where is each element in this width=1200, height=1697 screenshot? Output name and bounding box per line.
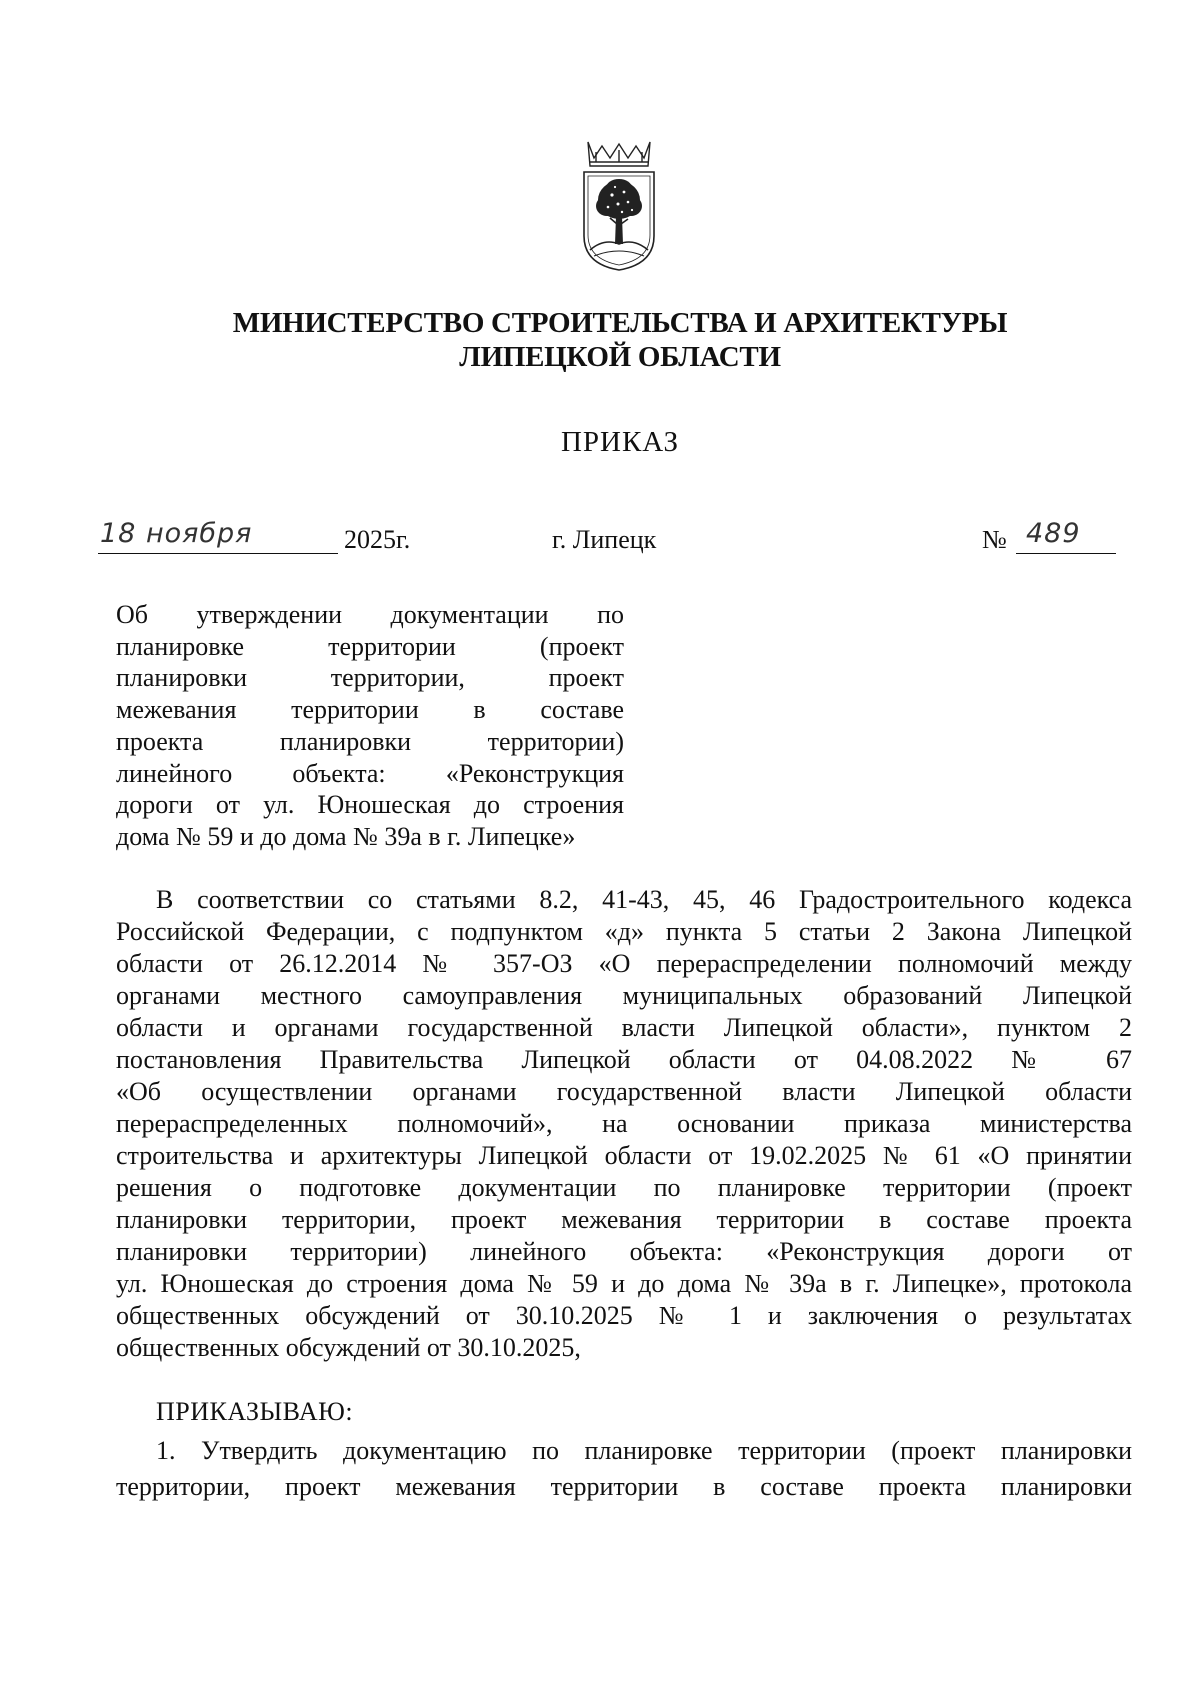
ministry-heading <box>0 306 1200 374</box>
number-underline <box>1016 553 1116 554</box>
item-line: 1. Утвердить документацию по планировке территории (проект планировки <box>156 1436 1132 1465</box>
order-preamble <box>116 884 1132 1364</box>
body-line: органами местного самоуправления муниципальных образований Липецкой <box>116 981 1132 1010</box>
ministry-line-2: ЛИПЕЦКОЙ ОБЛАСТИ <box>459 341 781 373</box>
body-line: строительства и архитектуры Липецкой области от 19.02.2025 № 61 «О принятии <box>116 1141 1132 1170</box>
subject-line: планировке территории (проект <box>116 631 624 661</box>
body-line: постановления Правительства Липецкой области от 04.08.2022 № 67 <box>116 1045 1132 1074</box>
body-line: общественных обсуждений от 30.10.2025, <box>116 1333 581 1362</box>
body-line: области от 26.12.2014 № 357-ОЗ «О перераспределении полномочий между <box>116 949 1132 978</box>
subject-line: проекта планировки территории) <box>116 726 624 756</box>
body-line: В соответствии со статьями 8.2, 41-43, 45, 46 Градостроительного кодекса <box>156 885 1132 914</box>
decree-item-1 <box>116 1433 1132 1505</box>
city-name: г. Липецк <box>552 525 657 554</box>
number-label: № <box>982 525 1007 554</box>
item-line: территории, проект межевания территории в составе проекта планировки <box>116 1472 1132 1501</box>
document-title: ПРИКАЗ <box>560 426 680 458</box>
subject-line: планировки территории, проект <box>116 663 624 693</box>
body-line: общественных обсуждений от 30.10.2025 № 1 и заключения о результатах <box>116 1301 1132 1330</box>
date-year: 2025г. <box>344 525 411 554</box>
body-line: «Об осуществлении органами государственной власти Липецкой области <box>116 1077 1132 1106</box>
body-line: планировки территории) линейного объекта: «Реконструкция дороги от <box>116 1237 1132 1266</box>
body-line: ул. Юношеская до строения дома № 59 и до дома № 39а в г. Липецке», протокола <box>116 1269 1132 1298</box>
lipetsk-coat-of-arms-icon <box>580 140 658 272</box>
subject-line: дома № 59 и до дома № 39а в г. Липецке» <box>116 821 576 851</box>
body-line: решения о подготовке документации по планировке территории (проект <box>116 1173 1132 1202</box>
body-line: перераспределенных полномочий», на основании приказа министерства <box>116 1109 1132 1138</box>
date-underline <box>98 553 338 554</box>
body-line: Российской Федерации, с подпунктом «д» пункта 5 статьи 2 Закона Липецкой <box>116 917 1132 946</box>
handwritten-number: 489 <box>1026 518 1081 549</box>
subject-line: дороги от ул. Юношеская до строения <box>116 790 624 820</box>
subject-line: межевания территории в составе <box>116 695 624 725</box>
decree-heading: ПРИКАЗЫВАЮ: <box>156 1397 354 1426</box>
body-line: области и органами государственной власти Липецкой области», пунктом 2 <box>116 1013 1132 1042</box>
ministry-line-1: МИНИСТЕРСТВО СТРОИТЕЛЬСТВА И АРХИТЕКТУРЫ <box>232 307 1008 339</box>
order-subject <box>116 599 624 853</box>
body-line: планировки территории, проект межевания территории в составе проекта <box>116 1205 1132 1234</box>
subject-line: линейного объекта: «Реконструкция <box>116 758 624 788</box>
handwritten-date: 18 ноября <box>100 518 253 549</box>
subject-line: Об утверждении документации по <box>116 600 624 629</box>
